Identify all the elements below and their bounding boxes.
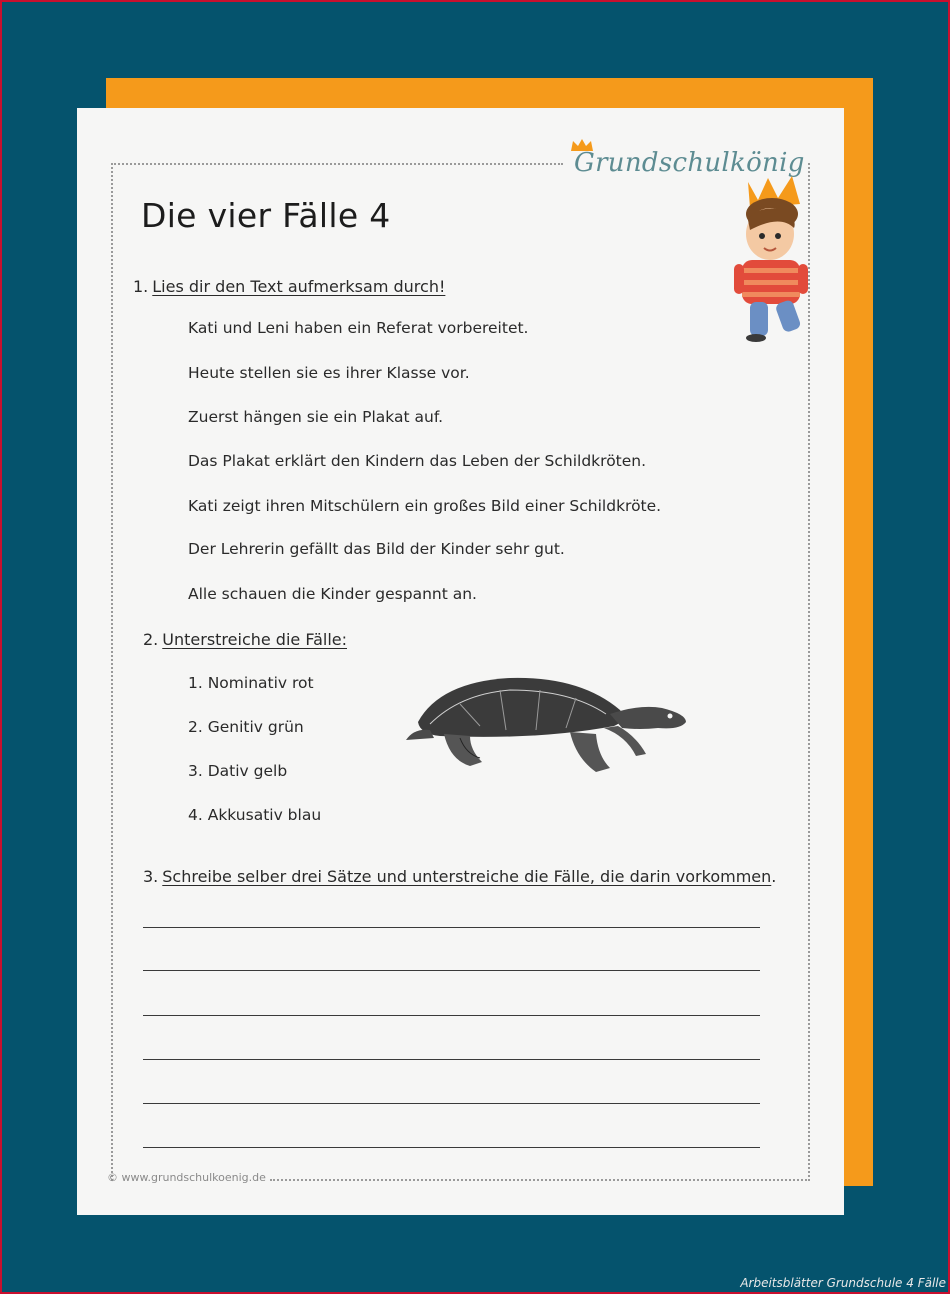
task-2 <box>143 630 347 649</box>
case-genitiv: 2. Genitiv grün <box>188 718 304 736</box>
writing-line-6[interactable] <box>143 1147 760 1148</box>
boy-with-crown-illustration <box>720 172 820 352</box>
text-line-2: Heute stellen sie es ihrer Klasse vor. <box>188 364 470 382</box>
case-dativ: 3. Dativ gelb <box>188 762 288 780</box>
writing-line-4[interactable] <box>143 1059 760 1060</box>
writing-line-5[interactable] <box>143 1103 760 1104</box>
task-2-number: 2. <box>143 630 159 649</box>
turtle-illustration <box>400 670 692 780</box>
task-2-instruction: Unterstreiche die Fälle: <box>162 630 347 649</box>
task-3 <box>143 867 776 886</box>
worksheet-title: Die vier Fälle 4 <box>141 196 391 235</box>
footer-copyright: © www.grundschulkoenig.de <box>107 1171 266 1184</box>
caption-watermark: Arbeitsblätter Grundschule 4 Fälle <box>740 1276 946 1290</box>
writing-line-2[interactable] <box>143 970 760 971</box>
text-line-3: Zuerst hängen sie ein Plakat auf. <box>188 408 444 426</box>
text-line-6: Der Lehrerin gefällt das Bild der Kinder sehr gut. <box>188 540 565 558</box>
text-line-4: Das Plakat erklärt den Kindern das Leben der Schildkröten. <box>188 452 647 470</box>
task-1-instruction: Lies dir den Text aufmerksam durch! <box>152 277 446 296</box>
task-3-period: . <box>771 867 777 886</box>
task-3-instruction: Schreibe selber drei Sätze und unterstreiche die Fälle, die darin vorkommen <box>162 867 772 886</box>
task-1 <box>133 277 445 296</box>
text-line-1: Kati und Leni haben ein Referat vorbereitet. <box>188 319 529 337</box>
brand-name: Grundschulkönig <box>574 148 805 178</box>
writing-line-1[interactable] <box>143 927 760 928</box>
task-3-number: 3. <box>143 867 159 886</box>
task-1-number: 1. <box>133 277 149 296</box>
text-line-5: Kati zeigt ihren Mitschülern ein großes Bild einer Schildkröte. <box>188 497 662 515</box>
dotted-frame-top <box>111 163 563 165</box>
dotted-frame-bottom <box>270 1179 810 1181</box>
text-line-7: Alle schauen die Kinder gespannt an. <box>188 585 477 603</box>
writing-line-3[interactable] <box>143 1015 760 1016</box>
case-akkusativ: 4. Akkusativ blau <box>188 806 322 824</box>
case-nominativ: 1. Nominativ rot <box>188 674 314 692</box>
